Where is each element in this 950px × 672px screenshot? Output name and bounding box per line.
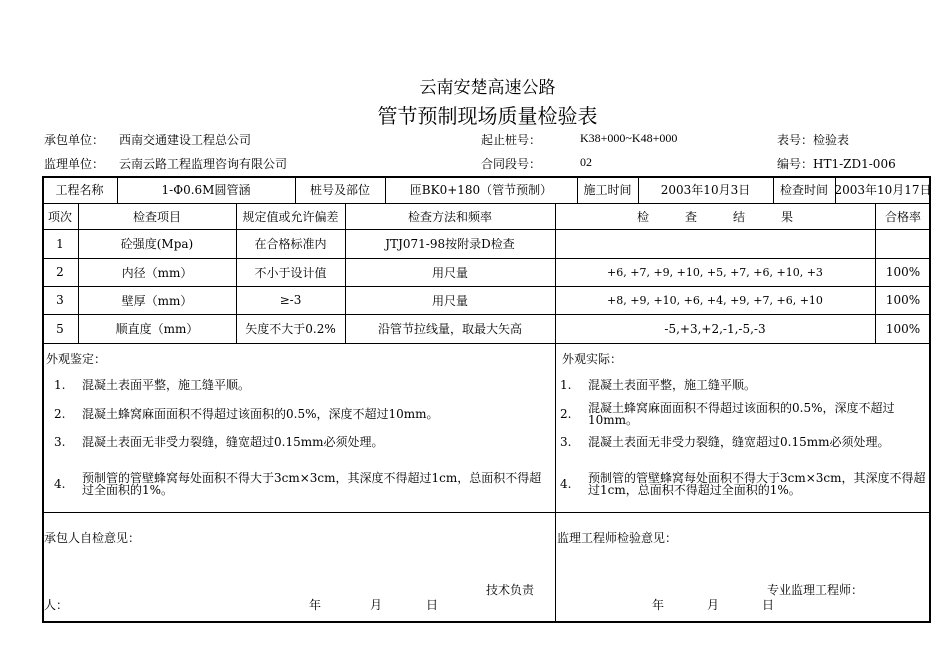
- table-row-spec: 在合格标准内: [254, 237, 327, 251]
- table-row-method: JTJ071-98按附录D检查: [385, 237, 515, 251]
- col-header-rate: 合格率: [884, 209, 921, 224]
- station-value: K38+000~K48+000: [580, 131, 678, 145]
- table-row-item: 砼强度(Mpa): [120, 237, 194, 251]
- col-header-spec: 规定值或允许偏差: [242, 209, 339, 224]
- table-row-rate: [875, 229, 931, 258]
- list-item: 2. 混凝土蜂窝麻面面积不得超过该面积的0.5%，深度不超过10mm。: [560, 401, 895, 427]
- table-row-rate: 100%: [885, 321, 921, 336]
- table-row-item: 壁厚（mm）: [121, 293, 193, 308]
- form-number: 表号：检验表: [777, 133, 850, 147]
- sign-day: 日: [762, 598, 775, 612]
- station-label: 起止桩号：: [481, 133, 542, 147]
- table-row-no: 5: [56, 321, 64, 336]
- pile-value: 匝BK0+180（管节预制）: [409, 183, 553, 197]
- build-time-value: 2003年10月3日: [660, 183, 751, 197]
- pile-label: 桩号及部位: [309, 183, 370, 197]
- table-row-result: +8, +9, +10, +6, +4, +9, +7, +6, +10: [607, 293, 823, 307]
- rule: [42, 512, 931, 513]
- project-name-value: 1-Φ0.6M圆管涵: [161, 183, 251, 197]
- check-time-value: 2003年10月17日: [834, 183, 932, 197]
- table-row-item: 内径（mm）: [121, 265, 193, 280]
- list-item: 3. 混凝土表面无非受力裂缝，缝宽超过0.15mm必须处理。: [560, 435, 890, 449]
- table-row-no: 1: [56, 236, 64, 251]
- supervisor-opinion-title: 监理工程师检验意见：: [557, 531, 678, 545]
- contractor-opinion-title: 承包人自检意见：: [44, 531, 141, 545]
- contractor-label: 承包单位：: [44, 133, 105, 147]
- contractor-value: 西南交通建设工程总公司: [119, 133, 252, 147]
- list-item: 1. 混凝土表面平整，施工缝平顺。: [54, 378, 251, 392]
- table-row-result: +6, +7, +9, +10, +5, +7, +6, +10, +3: [607, 265, 823, 279]
- col-header-method: 检查方法和频率: [407, 209, 492, 224]
- sign-month: 月: [707, 598, 720, 612]
- supervisor-value: 云南云路工程监理咨询有限公司: [119, 157, 288, 171]
- col-header-no: 项次: [47, 209, 72, 224]
- sign-day: 日: [426, 598, 439, 612]
- build-time-label: 施工时间: [583, 183, 632, 197]
- supervisor-label: 监理单位：: [44, 157, 105, 171]
- contract-value: 02: [580, 155, 592, 169]
- report-title: 管节预制现场质量检验表: [377, 104, 598, 128]
- col-header-item: 检查项目: [132, 209, 181, 224]
- rule: [42, 343, 931, 344]
- sign-month: 月: [370, 598, 383, 612]
- col-header-result: 检 查 结 果: [636, 209, 793, 224]
- table-row-method: 沿管节拉线量，取最大矢高: [377, 322, 522, 336]
- table-row-spec: ≥-3: [279, 293, 302, 307]
- table-row-spec: 矢度不大于0.2%: [245, 322, 336, 336]
- sign-year: 年: [309, 598, 322, 612]
- table-row-spec: 不小于设计值: [254, 265, 327, 280]
- sign-year: 年: [652, 598, 665, 612]
- check-time-label: 检查时间: [779, 183, 828, 197]
- list-item: 1. 混凝土表面平整，施工缝平顺。: [560, 378, 757, 392]
- list-item: 4. 预制管的管壁蜂窝每处面积不得大于3cm×3cm，其深度不得超过1cm，总面积不得超过全面积的1%。: [54, 471, 542, 497]
- appearance-actual-title: 外观实际：: [562, 352, 623, 366]
- project-name-label: 工程名称: [55, 183, 104, 197]
- serial-number: 编号：HT1-ZD1-006: [777, 157, 896, 171]
- supervising-engineer-label: 专业监理工程师：: [767, 583, 864, 597]
- appearance-standard-title: 外观鉴定：: [46, 352, 107, 366]
- table-row-method: 用尺量: [431, 265, 468, 280]
- table-row-rate: 100%: [885, 293, 921, 307]
- table-row-result: -5,+3,+2,-1,-5,-3: [664, 321, 766, 336]
- table-row-method: 用尺量: [431, 293, 468, 308]
- table-row-rate: 100%: [885, 265, 921, 279]
- list-item: 2. 混凝土蜂窝麻面面积不得超过该面积的0.5%，深度不超过10mm。: [54, 407, 439, 421]
- contract-label: 合同段号：: [481, 157, 542, 171]
- table-row-result: [555, 229, 875, 258]
- list-item: 4. 预制管的管壁蜂窝每处面积不得大于3cm×3cm，其深度不得超过1cm，总面积不得超过全面积的1%。: [560, 471, 926, 497]
- table-row-no: 3: [56, 293, 64, 307]
- technical-lead-label: 技术负责: [486, 583, 535, 597]
- technical-lead-person: 人：: [44, 598, 69, 612]
- list-item: 3. 混凝土表面无非受力裂缝，缝宽超过0.15mm必须处理。: [54, 435, 384, 449]
- table-row-no: 2: [56, 265, 64, 279]
- table-row-item: 顺直度（mm）: [115, 322, 199, 336]
- report-subtitle: 云南安楚高速公路: [419, 78, 556, 98]
